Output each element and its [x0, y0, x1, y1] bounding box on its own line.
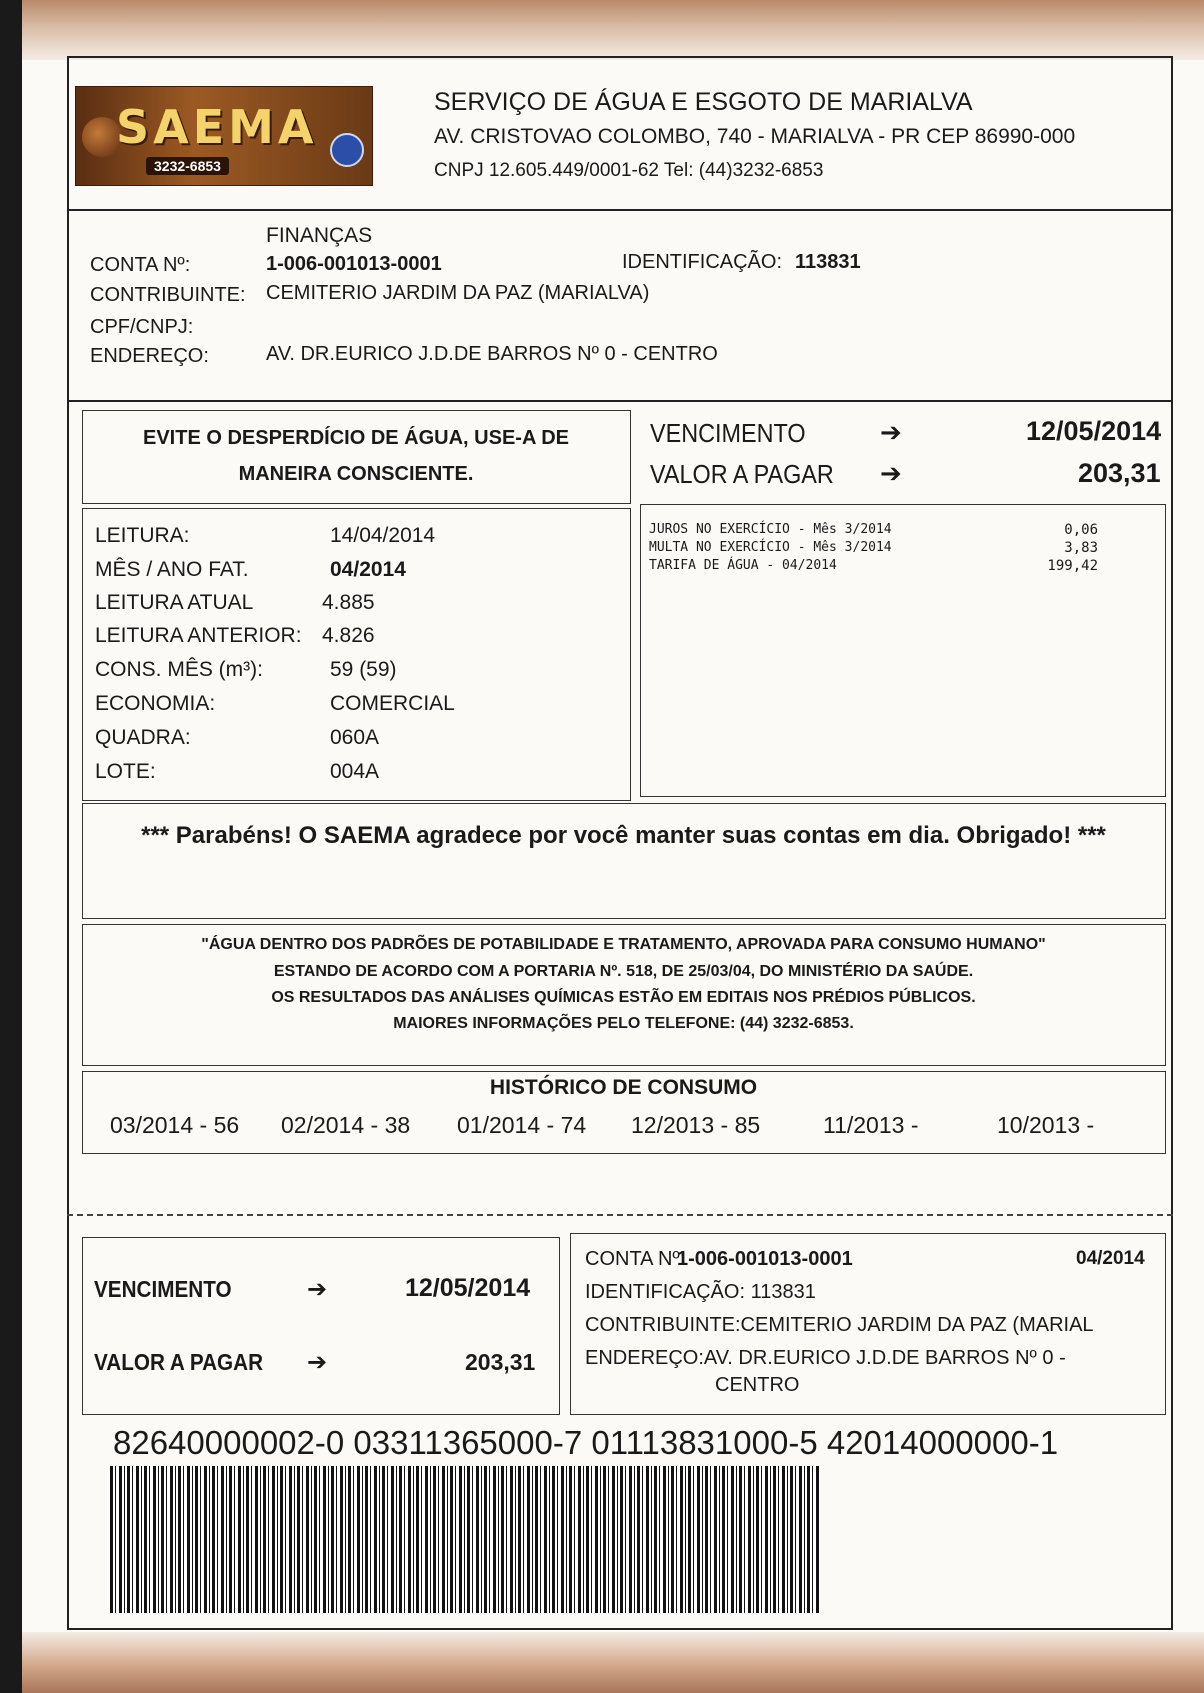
stub-conta-label: CONTA Nº:	[585, 1248, 686, 1270]
saema-logo	[75, 86, 373, 186]
scan-edge-top	[22, 0, 1204, 60]
charge-description: MULTA NO EXERCÍCIO - Mês 3/2014	[649, 540, 892, 555]
company-cnpj-tel: CNPJ 12.605.449/0001-62 Tel: (44)3232-6853	[434, 160, 824, 181]
potability-box	[82, 924, 1166, 1066]
charge-description: TARIFA DE ÁGUA - 04/2014	[649, 558, 837, 573]
reading-value: 04/2014	[330, 558, 406, 581]
arrow-right-icon: ➔	[307, 1348, 328, 1376]
potability-line2: ESTANDO DE ACORDO COM A PORTARIA Nº. 518, DE 25/03/04, DO MINISTÉRIO DA SAÚDE.	[273, 963, 974, 980]
identificacao-value: 113831	[795, 251, 861, 273]
reading-value: 4.885	[322, 591, 375, 614]
cut-line	[67, 1214, 1173, 1216]
charge-value: 3,83	[1064, 540, 1098, 556]
history-item: 03/2014 - 56	[110, 1112, 240, 1138]
scan-edge-bottom	[22, 1632, 1204, 1693]
arrow-right-icon: ➔	[307, 1275, 328, 1303]
logo-text: SAEMA	[116, 100, 318, 154]
reading-label: LEITURA ANTERIOR:	[95, 624, 302, 647]
logo-phone: 3232-6853	[146, 157, 229, 175]
seal-icon	[330, 133, 364, 167]
stub-endereco: ENDEREÇO:AV. DR.EURICO J.D.DE BARROS Nº 0 -	[585, 1347, 1066, 1369]
cpf-label: CPF/CNPJ:	[90, 316, 194, 338]
arrow-right-icon: ➔	[880, 459, 902, 489]
reading-label: CONS. MÊS (m³):	[95, 658, 263, 681]
reading-label: MÊS / ANO FAT.	[95, 558, 249, 581]
endereco-label: ENDEREÇO:	[90, 345, 209, 367]
notice-line1: EVITE O DESPERDÍCIO DE ÁGUA, USE-A DE	[143, 427, 569, 449]
charge-value: 0,06	[1064, 522, 1098, 538]
history-item: 12/2013 - 85	[631, 1112, 761, 1138]
conta-value: 1-006-001013-0001	[266, 253, 442, 275]
charge-description: JUROS NO EXERCÍCIO - Mês 3/2014	[649, 522, 892, 537]
barcode-digits: 82640000002-0 03311365000-7 01113831000-5 42014000000-1	[113, 1424, 1059, 1461]
history-item: 10/2013 -	[997, 1112, 1095, 1138]
notice-line2: MANEIRA CONSCIENTE.	[238, 463, 474, 485]
company-address: AV. CRISTOVAO COLOMBO, 740 - MARIALVA - PR CEP 86990-000	[434, 125, 1076, 148]
potability-line1: "ÁGUA DENTRO DOS PADRÕES DE POTABILIDADE E TRATAMENTO, APROVADA PARA CONSUMO HUMANO"	[201, 936, 1046, 953]
identificacao-label: IDENTIFICAÇÃO:	[622, 251, 783, 273]
reading-value: 060A	[330, 726, 380, 749]
stub-vencimento-value: 12/05/2014	[405, 1274, 531, 1302]
valor-label: VALOR A PAGAR	[650, 459, 834, 489]
history-item: 02/2014 - 38	[281, 1112, 411, 1138]
stub-endereco-cont: CENTRO	[715, 1374, 800, 1396]
reading-label: ECONOMIA:	[95, 692, 216, 715]
vencimento-value: 12/05/2014	[1026, 416, 1162, 446]
thanks-message: *** Parabéns! O SAEMA agradece por você manter suas contas em dia. Obrigado! ***	[141, 822, 1106, 849]
stub-due-box	[82, 1237, 560, 1415]
stub-period: 04/2014	[1076, 1248, 1145, 1269]
stub-identificacao: IDENTIFICAÇÃO: 113831	[585, 1281, 816, 1303]
arrow-right-icon: ➔	[880, 418, 902, 448]
water-notice-box	[82, 410, 631, 504]
reading-value: 14/04/2014	[330, 524, 436, 547]
thanks-box	[82, 803, 1166, 919]
charge-value: 199,42	[1047, 558, 1098, 574]
barcode	[110, 1466, 820, 1613]
history-item: 01/2014 - 74	[457, 1112, 587, 1138]
reading-label: LEITURA:	[95, 524, 190, 547]
reading-value: COMERCIAL	[330, 692, 455, 715]
stub-valor-label: VALOR A PAGAR	[94, 1349, 264, 1375]
account-divider	[67, 400, 1173, 402]
vencimento-label: VENCIMENTO	[650, 418, 806, 448]
reading-value: 004A	[330, 760, 380, 783]
stub-contribuinte: CONTRIBUINTE:CEMITERIO JARDIM DA PAZ (MARIAL	[585, 1314, 1094, 1336]
reading-label: LEITURA ATUAL	[95, 591, 254, 614]
stub-conta-value: 1-006-001013-0001	[677, 1248, 853, 1270]
reading-label: QUADRA:	[95, 726, 191, 749]
contribuinte-label: CONTRIBUINTE:	[90, 284, 246, 306]
history-item: 11/2013 -	[823, 1112, 919, 1138]
valor-value: 203,31	[1078, 458, 1161, 488]
endereco-value: AV. DR.EURICO J.D.DE BARROS Nº 0 - CENTRO	[266, 343, 718, 365]
potability-line4: MAIORES INFORMAÇÕES PELO TELEFONE: (44) 3232-6853.	[393, 1015, 854, 1032]
section-label: FINANÇAS	[266, 224, 373, 247]
potability-line3: OS RESULTADOS DAS ANÁLISES QUÍMICAS ESTÃO EM EDITAIS NOS PRÉDIOS PÚBLICOS.	[271, 989, 976, 1006]
company-title: SERVIÇO DE ÁGUA E ESGOTO DE MARIALVA	[434, 88, 973, 116]
history-title: HISTÓRICO DE CONSUMO	[489, 1076, 758, 1099]
reading-value: 59 (59)	[330, 658, 397, 681]
stub-vencimento-label: VENCIMENTO	[94, 1276, 232, 1302]
contribuinte-value: CEMITERIO JARDIM DA PAZ (MARIALVA)	[266, 282, 650, 304]
reading-value: 4.826	[322, 624, 375, 647]
reading-box	[82, 508, 631, 801]
reading-label: LOTE:	[95, 760, 156, 783]
conta-label: CONTA Nº:	[90, 254, 191, 276]
header-divider	[67, 209, 1173, 211]
stub-valor-value: 203,31	[465, 1349, 536, 1375]
